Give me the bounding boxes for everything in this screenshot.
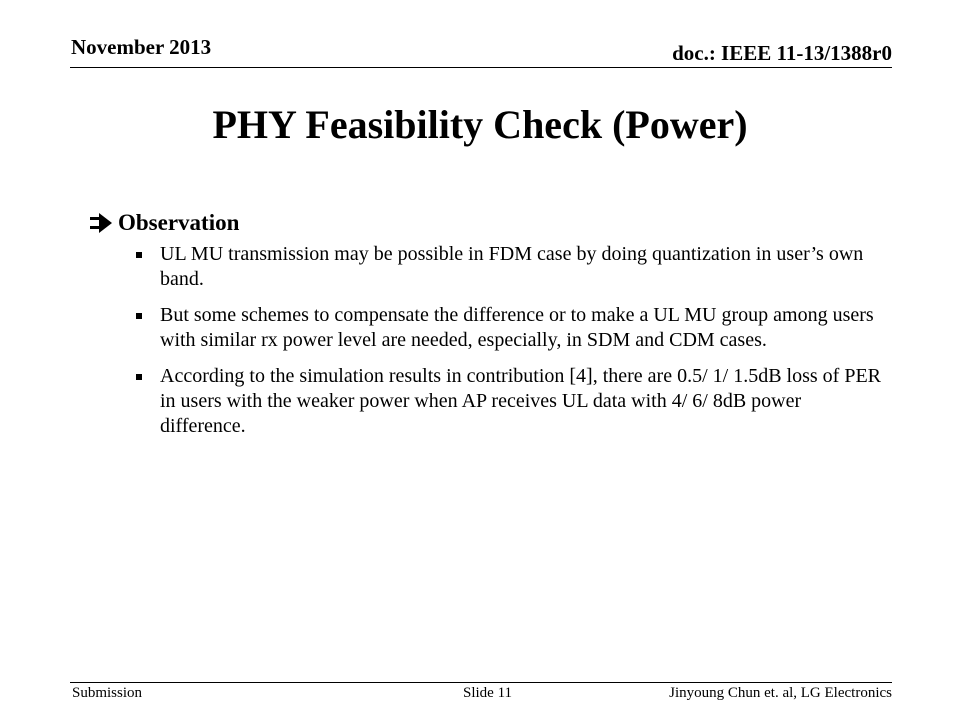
right-arrow-icon <box>90 213 112 233</box>
header-date: November 2013 <box>71 35 212 59</box>
bullet-item <box>90 364 890 439</box>
document-id: doc.: IEEE 11-13/1388r0 <box>672 41 892 65</box>
bullet-text: But some schemes to compensate the difference or to make a UL MU group among users with similar rx power level are needed, especially, in SDM and CDM cases. <box>160 304 874 351</box>
slide-title: PHY Feasibility Check (Power) <box>212 102 748 147</box>
bullet-text: According to the simulation results in contribution [4], there are 0.5/ 1/ 1.5dB loss of PER in users with the weaker power when AP receives UL data with 4/ 6/ 8dB power difference. <box>160 365 882 437</box>
header-divider <box>70 67 892 68</box>
square-bullet-icon <box>136 252 142 258</box>
bullet-item <box>90 303 890 353</box>
bullet-text: UL MU transmission may be possible in FDM case by doing quantization in user’s own band. <box>160 243 864 290</box>
footer-submission: Submission <box>72 685 143 701</box>
footer-divider <box>70 682 892 683</box>
footer-author: Jinyoung Chun et. al, LG Electronics <box>669 685 892 701</box>
square-bullet-icon <box>136 374 142 380</box>
bullet-item <box>90 242 890 292</box>
section-heading-text: Observation <box>118 210 240 235</box>
slide-number: Slide 11 <box>463 685 513 701</box>
square-bullet-icon <box>136 313 142 319</box>
section-heading <box>90 208 890 238</box>
observation-section <box>90 208 890 450</box>
observation-bullets <box>90 242 890 439</box>
